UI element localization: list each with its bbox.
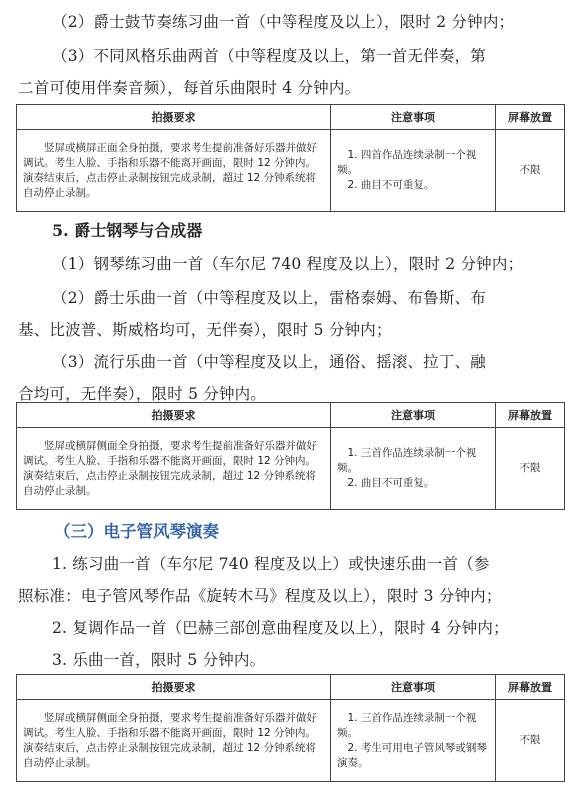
header-req: 拍摄要求 bbox=[17, 403, 331, 428]
note-item: 2. 曲目不可重复。 bbox=[347, 179, 435, 191]
table-row bbox=[17, 130, 565, 212]
table-header-row bbox=[17, 105, 565, 130]
paragraph-line: 基、比波普、斯威格均可，无伴奏），限时 5 分钟内； bbox=[18, 321, 392, 339]
note-item: 2. 考生可用电子管风琴或钢琴演奏。 bbox=[337, 741, 487, 769]
paragraph-line: 3. 乐曲一首，限时 5 分钟内。 bbox=[52, 651, 266, 669]
cell-req: 竖屏或横屏侧面全身拍摄，要求考生提前准备好乐器并做好调试。考生人脸、手指和乐器不能离开画面，限时 12 分钟内。演奏结束后，点击停止录制按钮完成录制，超过 12 分钟系统将自动停止录制。 bbox=[17, 700, 331, 782]
paragraph-line: 二首可使用伴奏音频），每首乐曲限时 4 分钟内。 bbox=[18, 79, 361, 97]
note-item: 1. 三首作品连续录制一个视频。 bbox=[337, 447, 477, 474]
section-heading: 5. 爵士钢琴与合成器 bbox=[52, 221, 203, 240]
cell-req: 竖屏或横屏正面全身拍摄，要求考生提前准备好乐器并做好调试。考生人脸、手指和乐器不能离开画面，限时 12 分钟内。演奏结束后，点击停止录制按钮完成录制，超过 12 分钟系统将自动停止录制。 bbox=[17, 130, 331, 212]
header-screen: 屏幕放置 bbox=[496, 105, 565, 130]
header-note: 注意事项 bbox=[331, 675, 496, 700]
table-header-row bbox=[17, 675, 565, 700]
header-req: 拍摄要求 bbox=[17, 105, 331, 130]
paragraph-line: 合均可，无伴奏），限时 5 分钟内。 bbox=[18, 385, 267, 403]
cell-note bbox=[331, 130, 496, 212]
paragraph-line: （3）流行乐曲一首（中等程度及以上，通俗、摇滚、拉丁、融 bbox=[52, 353, 486, 371]
cell-screen: 不限 bbox=[496, 700, 565, 782]
paragraph-line: （2）爵士鼓节奏练习曲一首（中等程度及以上），限时 2 分钟内； bbox=[52, 13, 515, 31]
note-item: 1. 三首作品连续录制一个视频。 bbox=[337, 711, 477, 739]
requirements-table bbox=[16, 402, 565, 510]
paragraph-line: （1）钢琴练习曲一首（车尔尼 740 程度及以上），限时 2 分钟内； bbox=[52, 255, 524, 273]
header-req: 拍摄要求 bbox=[17, 675, 331, 700]
header-note: 注意事项 bbox=[331, 105, 496, 130]
cell-screen: 不限 bbox=[496, 130, 565, 212]
header-screen: 屏幕放置 bbox=[496, 403, 565, 428]
requirements-table bbox=[16, 104, 565, 212]
header-note: 注意事项 bbox=[331, 403, 496, 428]
table-row bbox=[17, 428, 565, 510]
header-screen: 屏幕放置 bbox=[496, 675, 565, 700]
paragraph-line: 1. 练习曲一首（车尔尼 740 程度及以上）或快速乐曲一首（参 bbox=[52, 555, 490, 573]
cell-note bbox=[331, 428, 496, 510]
paragraph-line: 2. 复调作品一首（巴赫三部创意曲程度及以上），限时 4 分钟内； bbox=[52, 619, 509, 637]
paragraph-line: （3）不同风格乐曲两首（中等程度及以上，第一首无伴奏，第 bbox=[52, 47, 486, 65]
note-item: 1. 四首作品连续录制一个视频。 bbox=[337, 149, 477, 176]
cell-screen: 不限 bbox=[496, 428, 565, 510]
cell-note bbox=[331, 700, 496, 782]
table-header-row bbox=[17, 403, 565, 428]
cell-req: 竖屏或横屏侧面全身拍摄，要求考生提前准备好乐器并做好调试。考生人脸、手指和乐器不能离开画面，限时 12 分钟内。演奏结束后，点击停止录制按钮完成录制，超过 12 分钟系统将自动停止录制。 bbox=[17, 428, 331, 510]
note-item: 2. 曲目不可重复。 bbox=[347, 477, 435, 489]
requirements-table bbox=[16, 674, 565, 782]
section-heading: （三）电子管风琴演奏 bbox=[54, 522, 219, 541]
paragraph-line: 照标准：电子管风琴作品《旋转木马》程度及以上），限时 3 分钟内； bbox=[18, 587, 502, 605]
table-row bbox=[17, 700, 565, 782]
paragraph-line: （2）爵士乐曲一首（中等程度及以上，雷格泰姆、布鲁斯、布 bbox=[52, 289, 486, 307]
